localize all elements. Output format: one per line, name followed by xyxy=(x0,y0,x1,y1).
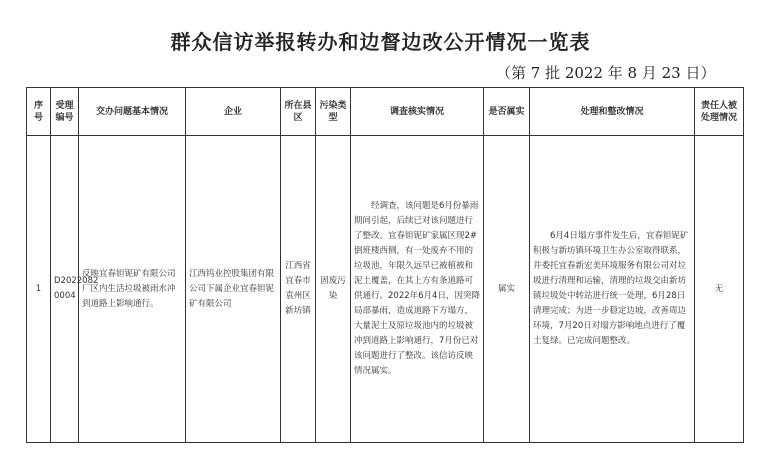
header-company: 企业 xyxy=(186,88,281,136)
page-title: 群众信访举报转办和边督边改公开情况一览表 xyxy=(170,30,591,54)
header-verified: 是否属实 xyxy=(484,88,530,136)
header-pollution-type: 污染类型 xyxy=(316,88,351,136)
header-investigation: 调查核实情况 xyxy=(351,88,484,136)
cell-verified: 属实 xyxy=(484,136,530,443)
table-row xyxy=(27,136,744,443)
header-accountability: 责任人被处理情况 xyxy=(695,88,744,136)
table-header-row xyxy=(27,88,744,136)
header-seq: 序号 xyxy=(27,88,51,136)
cell-company: 江西钨业控股集团有限公司下属企业宜春钽铌矿有限公司 xyxy=(186,136,281,443)
cell-handling: 6月4日塌方事件发生后，宜春钽铌矿积极与新坊镇环境卫生办公室取得联系，并委托宜春新宏美环境服务有限公司对垃圾进行清理和运输，清理的垃圾交由新坊镇垃圾处中转站进行统一处理，6月28日清理完成；为进一步稳定边坡，改善周边环境，7月20日对塌方影响地点进行了覆土复绿。已完成问题整改。 xyxy=(530,136,695,443)
batch-date-subtitle: （第 7 批 2022 年 8 月 23 日） xyxy=(496,64,716,82)
cell-region: 江西省宜春市袁州区新坊镇 xyxy=(281,136,316,443)
cell-issue: 反映宜春钽铌矿有限公司厂区内生活垃圾被雨水冲到道路上影响通行。 xyxy=(79,136,186,443)
petition-table xyxy=(26,87,744,443)
header-case-no: 受理编号 xyxy=(51,88,79,136)
cell-investigation: 经调查，该问题是6月份暴雨期间引起，后续已对该问题进行了整改。宜春钽铌矿家属区现2#倒班楼西侧，有一处废弃不用的垃圾池，年限久远早已被植被和泥土覆盖，在其上方有条道路可供通行。2022年6月4日，因突降局部暴雨，造成道路下方塌方，大量泥土及原垃圾池内的垃圾被冲到道路上影响通行，7月份已对该问题进行了整改。该信访反映情况属实。 xyxy=(351,136,484,443)
cell-case-no: D2022082 0004 xyxy=(51,136,79,443)
header-region: 所在县区 xyxy=(281,88,316,136)
header-handling: 处理和整改情况 xyxy=(530,88,695,136)
cell-seq: 1 xyxy=(27,136,51,443)
cell-accountability: 无 xyxy=(695,136,744,443)
header-issue: 交办问题基本情况 xyxy=(79,88,186,136)
cell-pollution-type: 固废污染 xyxy=(316,136,351,443)
